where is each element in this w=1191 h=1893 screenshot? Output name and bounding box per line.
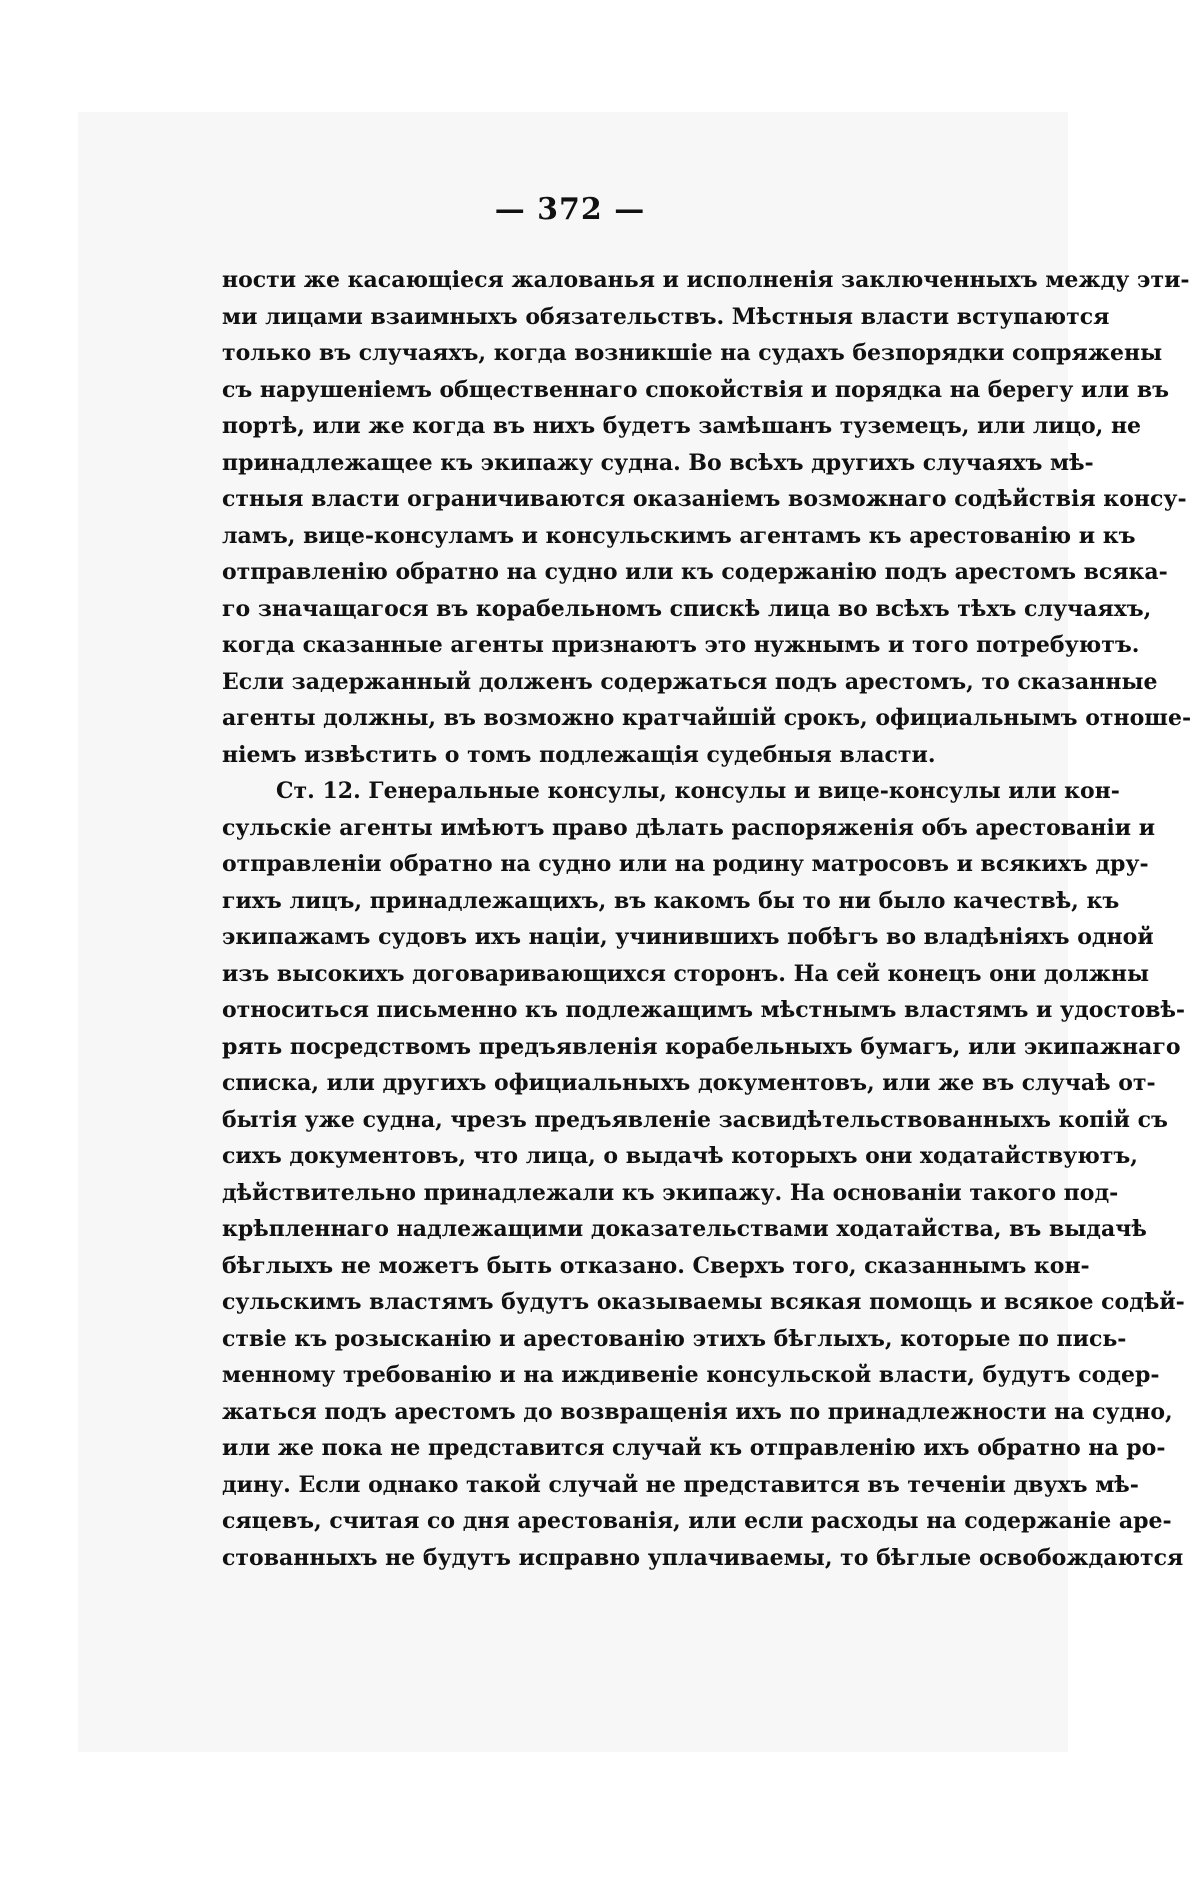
text-line: бытія уже судна, чрезъ предъявленіе засвидѣтельствованныхъ копій съ	[222, 1106, 1168, 1133]
text-line: сяцевъ, считая со дня арестованія, или если расходы на содержаніе аре-	[222, 1508, 1172, 1534]
text-line: Если задержанный долженъ содержаться подъ арестомъ, то сказанные	[222, 668, 1158, 695]
text-line: портѣ, или же когда въ нихъ будетъ замѣшанъ туземецъ, или лицо, не	[222, 413, 1142, 439]
body-text	[222, 262, 1191, 1576]
text-line: изъ высокихъ договаривающихся сторонъ. На сей конецъ они должны	[222, 960, 1150, 987]
text-line: ности же касающіеся жалованья и исполненія заключенныхъ между эти-	[222, 267, 1190, 293]
text-line: когда сказанные агенты признаютъ это нужнымъ и того потребуютъ.	[222, 632, 1140, 658]
text-line: относиться письменно къ подлежащимъ мѣстнымъ властямъ и удостовѣ-	[222, 997, 1186, 1023]
text-line: или же пока не представится случай къ отправленію ихъ обратно на ро-	[222, 1435, 1166, 1461]
text-line: рять посредствомъ предъявленія корабельныхъ бумагъ, или экипажнаго	[222, 1033, 1181, 1060]
page-number: — 372 —	[494, 192, 646, 227]
text-line: сихъ документовъ, что лица, о выдачѣ которыхъ они ходатайствуютъ,	[222, 1143, 1138, 1169]
text-line: гихъ лицъ, принадлежащихъ, въ какомъ бы то ни было качествѣ, къ	[222, 887, 1120, 914]
text-line: экипажамъ судовъ ихъ націи, учинившихъ побѣгъ во владѣніяхъ одной	[222, 924, 1154, 950]
text-line: агенты должны, въ возможно кратчайшій срокъ, официальнымъ отноше-	[222, 705, 1191, 731]
text-line: только въ случаяхъ, когда возникшіе на судахъ безпорядки сопряжены	[222, 340, 1163, 366]
text-line: дину. Если однако такой случай не представится въ теченіи двухъ мѣ-	[222, 1471, 1139, 1498]
text-line: отправленію обратно на судно или къ содержанію подъ арестомъ всяка-	[222, 559, 1168, 585]
text-line: жаться подъ арестомъ до возвращенія ихъ по принадлежности на судно,	[222, 1398, 1173, 1425]
text-line: дѣйствительно принадлежали къ экипажу. На основаніи такого под-	[222, 1179, 1119, 1206]
text-line: ми лицами взаимныхъ обязательствъ. Мѣстныя власти вступаются	[222, 303, 1110, 330]
text-line: ствіе къ розысканію и арестованію этихъ бѣглыхъ, которые по пись-	[222, 1325, 1127, 1352]
text-line: съ нарушеніемъ общественнаго спокойствія и порядка на берегу или въ	[222, 376, 1169, 403]
text-line: сульскимъ властямъ будутъ оказываемы всякая помощь и всякое содѣй-	[222, 1289, 1185, 1315]
text-line: списка, или другихъ официальныхъ документовъ, или же въ случаѣ от-	[222, 1070, 1156, 1096]
text-line: стныя власти ограничиваются оказаніемъ возможнаго содѣйствія консу-	[222, 486, 1187, 512]
text-line: принадлежащее къ экипажу судна. Во всѣхъ другихъ случаяхъ мѣ-	[222, 449, 1094, 476]
text-line: го значащагося въ корабельномъ спискѣ лица во всѣхъ тѣхъ случаяхъ,	[222, 595, 1152, 622]
text-line: сульскіе агенты имѣютъ право дѣлать распоряженія объ арестованіи и	[222, 814, 1156, 841]
text-line: менному требованію и на иждивеніе консульской власти, будутъ содер-	[222, 1362, 1160, 1388]
text-line: бѣглыхъ не можетъ быть отказано. Сверхъ того, сказаннымъ кон-	[222, 1252, 1090, 1279]
text-line: стованныхъ не будутъ исправно уплачиваемы, то бѣглые освобождаются	[222, 1544, 1184, 1571]
text-line: крѣпленнаго надлежащими доказательствами ходатайства, въ выдачѣ	[222, 1216, 1147, 1242]
text-line: ніемъ извѣстить о томъ подлежащія судебныя власти.	[222, 741, 936, 768]
article-12-heading-line: Ст. 12. Генеральные консулы, консулы и вице-консулы или кон-	[276, 778, 1120, 804]
text-line: отправленіи обратно на судно или на родину матросовъ и всякихъ дру-	[222, 851, 1149, 877]
text-line: ламъ, вице-консуламъ и консульскимъ агентамъ къ арестованію и къ	[222, 522, 1136, 549]
